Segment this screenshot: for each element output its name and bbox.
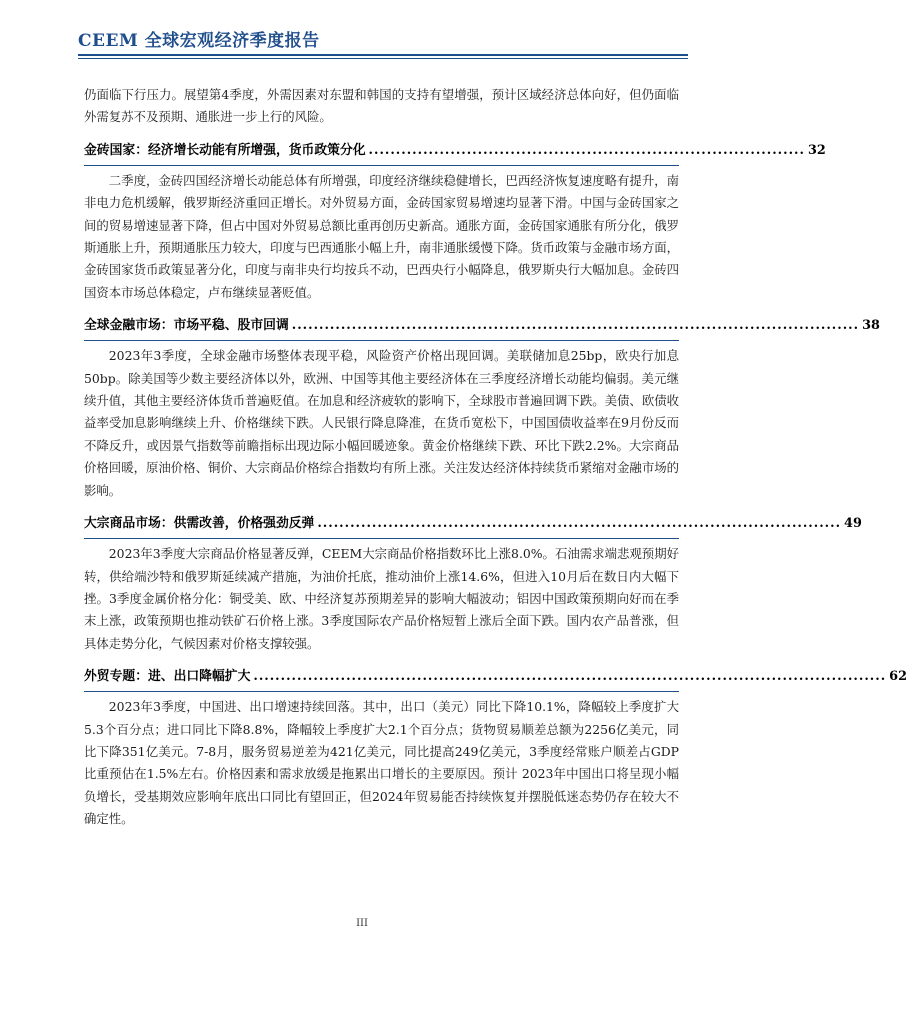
section-title: 全球金融市场：市场平稳、股市回调 [84,318,289,334]
section-page-number: 32 [807,142,826,158]
section-body-foreign-trade: 2023年3季度，中国进、出口增速持续回落。其中，出口（美元）同比下降10.1%，降幅较上季度扩大5.3个百分点；进口同比下降8.8%，降幅较上季度扩大2.1个百分点；货物贸易顺差总额为2256亿美元，同比下降351亿美元。7-8月，服务贸易逆差为421亿美元，同比提高249亿美元，3季度经常账户顺差占GDP比重预估在1.5%左右。价格因素和需求放缓是拖累出口增长的主要原因。预计 2023年中国出口将呈现小幅负增长，受基期效应影响年底出口同比有望回正，但2024年贸易能否持续恢复并摆脱低迷态势仍存在较大不确定性。 [84,699,679,827]
page-number: III [356,918,368,929]
section-heading-brics[interactable] [84,139,826,166]
section-body-financial-markets: 2023年3季度，全球金融市场整体表现平稳，风险资产价格出现回调。美联储加息25bp，欧央行加息50bp。除美国等少数主要经济体以外，欧洲、中国等其他主要经济体在三季度经济增长动能均偏弱。美元继续升值，其他主要经济体货币普遍贬值。在加息和经济疲软的影响下，全球股市普遍回调下跌。美债、欧债收益率受加息影响继续上升、价格继续下跌。人民银行降息降准，在货币宽松下，中国国债收益率在9月份反而不降反升，或因景气指数等前瞻指标出现边际小幅回暖迹象。黄金价格继续下跌、环比下跌2.2%。大宗商品价格回暖，原油价格、铜价、大宗商品价格综合指数均有所上涨。关注发达经济体持续货币紧缩对金融市场的影响。 [84,348,679,498]
summary-content [84,84,907,831]
intro-paragraph: 仍面临下行压力。展望第4季度，外需因素对东盟和韩国的支持有望增强，预计区域经济总体向好，但仍面临外需复苏不及预期、通胀进一步上行的风险。 [84,87,679,125]
section-page-number: 49 [844,516,862,532]
section-title: 金砖国家：经济增长动能有所增强，货币政策分化 [84,142,366,158]
section-body-commodities: 2023年3季度大宗商品价格显著反弹，CEEM大宗商品价格指数环比上涨8.0%。石油需求端悲观预期好转，供给端沙特和俄罗斯延续减产措施，为油价托底，推动油价上涨14.6%，但进入10月后在数日内大幅下挫。3季度金属价格分化：铜受美、欧、中经济复苏预期差异的影响大幅波动；铝因中国政策预期向好而在季末上涨，政策预期也推动铁矿石价格上涨。3季度国际农产品价格短暂上涨后全面下跌。国内农产品普涨，但具体走势分化，气候因素对价格支撑较强。 [84,546,679,651]
section-body-brics: 二季度，金砖四国经济增长动能总体有所增强，印度经济继续稳健增长，巴西经济恢复速度略有提升，南非电力危机缓解，俄罗斯经济重回正增长。对外贸易方面，金砖国家贸易增速均显著下滑。中国与金砖国家之间的贸易增速显著下降，但占中国对外贸易总额比重再创历史新高。通胀方面，金砖国家通胀有所分化，俄罗斯通胀上升，预期通胀压力较大，印度与巴西通胀小幅上升，南非通胀缓慢下降。货币政策与金融市场方面，金砖国家货币政策显著分化，印度与南非央行均按兵不动，巴西央行小幅降息，俄罗斯央行大幅加息。金砖四国资本市场总体稳定，卢布继续显著贬值。 [84,172,679,300]
section-heading-commodities[interactable] [84,512,862,539]
report-header [78,30,688,60]
section-page-number: 62 [889,669,907,685]
dot-leader: .................................................................................................................... [253,669,887,685]
section-heading-financial-markets[interactable] [84,314,880,341]
section-title: 外贸专题：进、出口降幅扩大 [84,669,251,685]
header-rule-thin [78,58,688,59]
dot-leader: ................................................................................ [368,142,805,158]
section-page-number: 38 [862,318,880,334]
section-heading-foreign-trade[interactable] [84,665,907,692]
section-title: 大宗商品市场：供需改善，价格强劲反弹 [84,516,315,532]
dot-leader: ................................................................................................ [317,516,842,532]
dot-leader: ........................................................................................................ [291,318,860,334]
report-title: CEEM 全球宏观经济季度报告 [78,31,320,51]
header-rule [78,54,688,56]
